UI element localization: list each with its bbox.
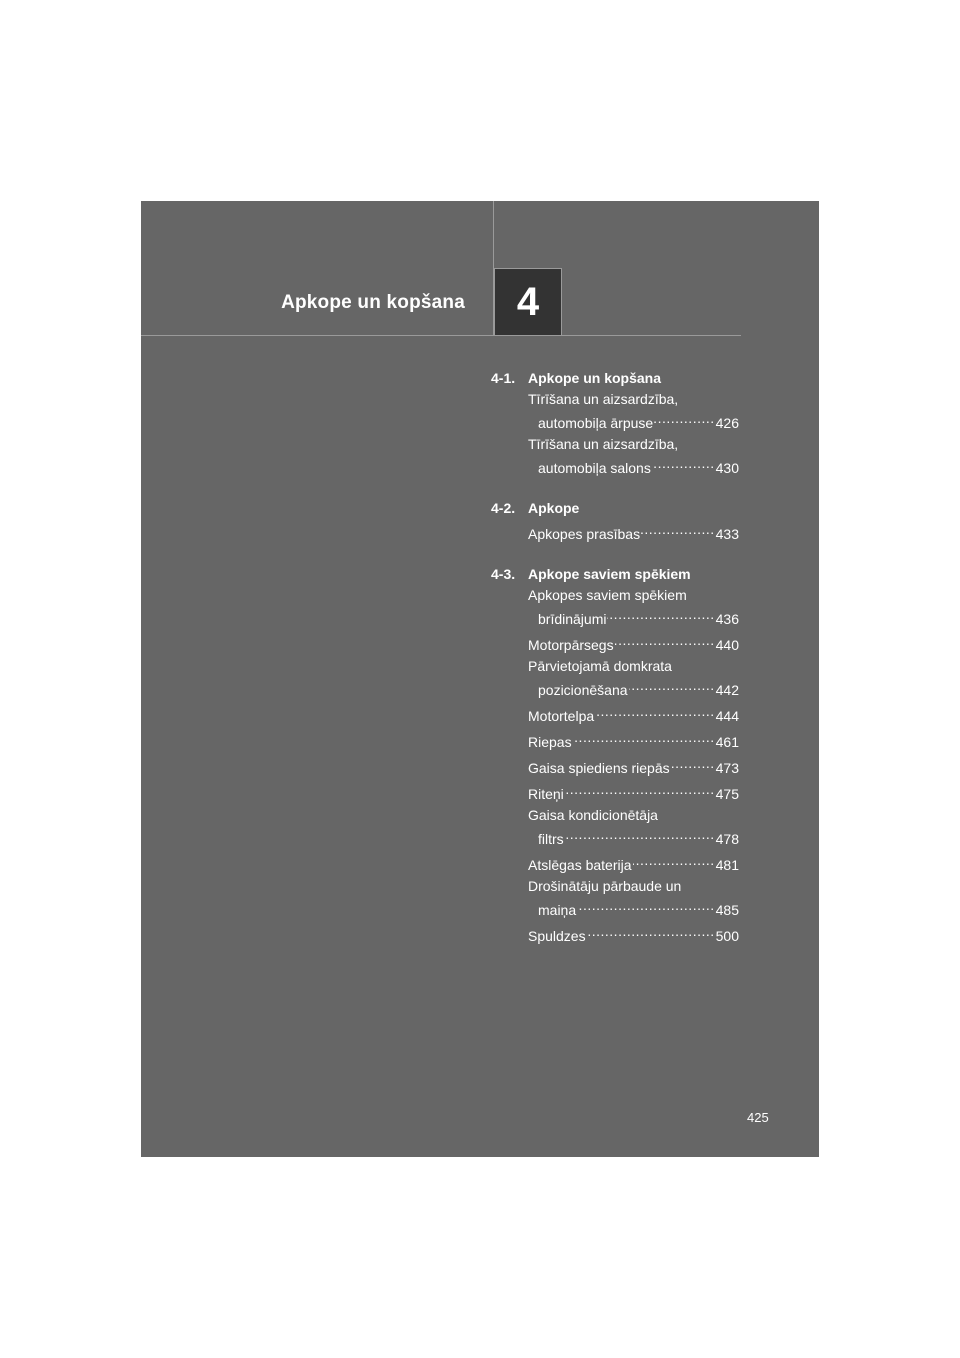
toc-entry[interactable]: [528, 657, 739, 700]
toc-entry-page: 481: [715, 857, 739, 873]
toc-entry-title-continued: maiņa: [538, 902, 577, 918]
dot-leader: [633, 851, 715, 870]
toc-entry[interactable]: [528, 390, 739, 433]
toc-entry-page: 475: [715, 786, 739, 802]
toc-entry-page: 473: [715, 760, 739, 776]
toc-entry-title: Motortelpa: [528, 708, 595, 724]
page-number: 425: [747, 1110, 769, 1125]
toc-entry-title-continued: brīdinājumi: [538, 611, 607, 627]
toc-section: [491, 498, 739, 544]
toc-entry-title-continued: filtrs: [538, 831, 564, 847]
toc-entry-page: 500: [715, 928, 739, 944]
toc-entry-title-continued: automobiļa salons: [538, 460, 651, 476]
toc-entry[interactable]: [528, 520, 739, 544]
toc-entry-title-continued: pozicionēšana: [538, 682, 628, 698]
toc-entry-title-continued: automobiļa ārpuse: [538, 415, 654, 431]
toc-entry-page: 433: [715, 526, 739, 542]
toc-entry-title: Drošinātāju pārbaude un: [528, 878, 682, 894]
toc-entry-page: 442: [715, 682, 739, 698]
dot-leader: [577, 896, 715, 915]
toc-section: [491, 564, 739, 946]
dot-leader: [595, 702, 714, 721]
dot-leader: [671, 754, 715, 773]
dot-leader: [629, 676, 715, 695]
toc-entry-page: 461: [715, 734, 739, 750]
section-number: 4-1.: [491, 369, 516, 386]
dot-leader: [615, 631, 715, 650]
toc-section-heading[interactable]: [491, 564, 739, 584]
toc-entry-title: Gaisa spiediens riepās: [528, 760, 670, 776]
toc-entry-title: Spuldzes: [528, 928, 586, 944]
dot-leader: [565, 825, 715, 844]
section-title: Apkope: [528, 499, 580, 516]
toc-entry-title: Riteņi: [528, 786, 564, 802]
toc-entry[interactable]: [528, 702, 739, 726]
toc-entry-title: Tīrīšana un aizsardzība,: [528, 391, 679, 407]
toc-entry-page: 440: [715, 637, 739, 653]
toc-entry-title: Gaisa kondicionētāja: [528, 807, 658, 823]
toc-entry-title: Apkopes saviem spēkiem: [528, 587, 687, 603]
section-title: Apkope saviem spēkiem: [528, 565, 691, 582]
chapter-title: Apkope un kopšana: [281, 292, 465, 313]
toc-entry[interactable]: [528, 754, 739, 778]
chapter-number-box: [494, 268, 562, 335]
toc-entry-title: Tīrīšana un aizsardzība,: [528, 436, 679, 452]
section-number: 4-3.: [491, 565, 516, 582]
toc-section-heading[interactable]: [491, 368, 739, 388]
section-number: 4-2.: [491, 499, 516, 516]
toc-entry-page: 430: [715, 460, 739, 476]
toc-entry[interactable]: [528, 780, 739, 804]
toc-entry[interactable]: [528, 631, 739, 655]
toc-entry[interactable]: [528, 435, 739, 478]
dot-leader: [607, 605, 714, 624]
toc-entry-title: Atslēgas baterija: [528, 857, 632, 873]
toc-entry-page: 478: [715, 831, 739, 847]
toc-entry-title: Pārvietojamā domkrata: [528, 658, 672, 674]
toc-entry-title: Apkopes prasības: [528, 526, 641, 542]
dot-leader: [587, 922, 715, 941]
toc-entry-title: Riepas: [528, 734, 572, 750]
toc-entry[interactable]: [528, 728, 739, 752]
dot-leader: [652, 454, 715, 473]
dot-leader: [641, 520, 715, 539]
toc-entry[interactable]: [528, 806, 739, 849]
toc-section: [491, 368, 739, 478]
toc-entry-page: 444: [715, 708, 739, 724]
toc-entry[interactable]: [528, 922, 739, 946]
toc-entry-page: 436: [715, 611, 739, 627]
toc-section-heading[interactable]: [491, 498, 739, 518]
divider-horizontal: [141, 335, 741, 336]
dot-leader: [565, 780, 715, 799]
toc-entry-title: Motorpārsegs: [528, 637, 614, 653]
toc-entry[interactable]: [528, 877, 739, 920]
toc-entry[interactable]: [528, 851, 739, 875]
section-title: Apkope un kopšana: [528, 369, 662, 386]
table-of-contents: [491, 368, 739, 966]
toc-entry[interactable]: [528, 586, 739, 629]
dot-leader: [573, 728, 715, 747]
dot-leader: [654, 409, 714, 428]
chapter-number: 4: [516, 279, 540, 324]
toc-entry-page: 485: [715, 902, 739, 918]
toc-entry-page: 426: [715, 415, 739, 431]
